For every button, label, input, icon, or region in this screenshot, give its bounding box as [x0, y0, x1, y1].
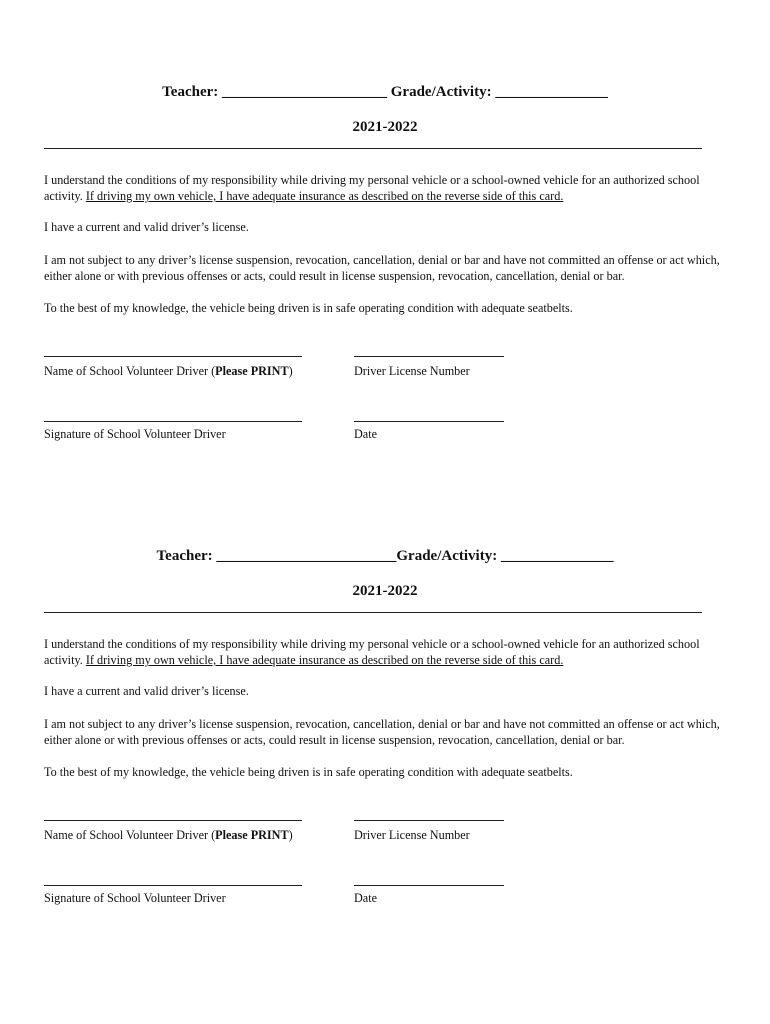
license-paragraph: I have a current and valid driver’s license.	[44, 684, 249, 698]
signature-line[interactable]	[44, 885, 302, 886]
name-label-prefix: Name of School Volunteer Driver (	[44, 828, 216, 842]
insurance-statement: If driving my own vehicle, I have adequate insurance as described on the reverse side of this card.	[85, 189, 564, 203]
date-line[interactable]	[354, 885, 504, 886]
school-year: 2021-2022	[352, 583, 418, 599]
teacher-grade-header: Teacher: ______________________ Grade/Activity: _______________	[162, 84, 608, 100]
header-divider	[44, 612, 702, 613]
vehicle-condition-paragraph: To the best of my knowledge, the vehicle being driven is in safe operating condition with adequate seatbelts.	[44, 301, 573, 315]
license-number-label: Driver License Number	[354, 828, 470, 842]
signature-label: Signature of School Volunteer Driver	[44, 427, 226, 441]
name-label-prefix: Name of School Volunteer Driver (	[44, 364, 216, 378]
name-label-suffix: )	[288, 364, 293, 378]
school-year: 2021-2022	[352, 119, 418, 135]
date-line[interactable]	[354, 421, 504, 422]
name-signature-line[interactable]	[44, 356, 302, 357]
insurance-statement: If driving my own vehicle, I have adequate insurance as described on the reverse side of this card.	[85, 653, 564, 667]
license-number-label: Driver License Number	[354, 364, 470, 378]
suspension-paragraph: I am not subject to any driver’s license suspension, revocation, cancellation, denial or bar and have not committed an offense or act which, either alone or with previous offenses or acts, could result in license suspension, revocation, cancellation, denial or bar.	[44, 717, 720, 747]
teacher-grade-header: Teacher: ________________________Grade/Activity: _______________	[156, 548, 614, 564]
suspension-paragraph: I am not subject to any driver’s license suspension, revocation, cancellation, denial or bar and have not committed an offense or act which, either alone or with previous offenses or acts, could result in license suspension, revocation, cancellation, denial or bar.	[44, 253, 720, 283]
responsibility-paragraph	[44, 172, 734, 204]
responsibility-text: I understand the conditions of my responsibility while driving my personal vehicle or a school-owned vehicle for an authorized school activity.	[44, 173, 700, 203]
name-label	[44, 827, 293, 843]
date-label: Date	[354, 427, 378, 441]
license-number-line[interactable]	[354, 356, 504, 357]
responsibility-paragraph	[44, 636, 734, 668]
vehicle-condition-paragraph: To the best of my knowledge, the vehicle being driven is in safe operating condition with adequate seatbelts.	[44, 765, 573, 779]
responsibility-text: I understand the conditions of my responsibility while driving my personal vehicle or a school-owned vehicle for an authorized school activity.	[44, 637, 700, 667]
signature-line[interactable]	[44, 421, 302, 422]
date-label: Date	[354, 891, 378, 905]
name-label	[44, 363, 293, 379]
header-divider	[44, 148, 702, 149]
signature-label: Signature of School Volunteer Driver	[44, 891, 226, 905]
name-signature-line[interactable]	[44, 820, 302, 821]
name-label-suffix: )	[288, 828, 293, 842]
license-paragraph: I have a current and valid driver’s license.	[44, 220, 249, 234]
name-label-bold: Please PRINT	[215, 364, 289, 378]
license-number-line[interactable]	[354, 820, 504, 821]
name-label-bold: Please PRINT	[215, 828, 289, 842]
